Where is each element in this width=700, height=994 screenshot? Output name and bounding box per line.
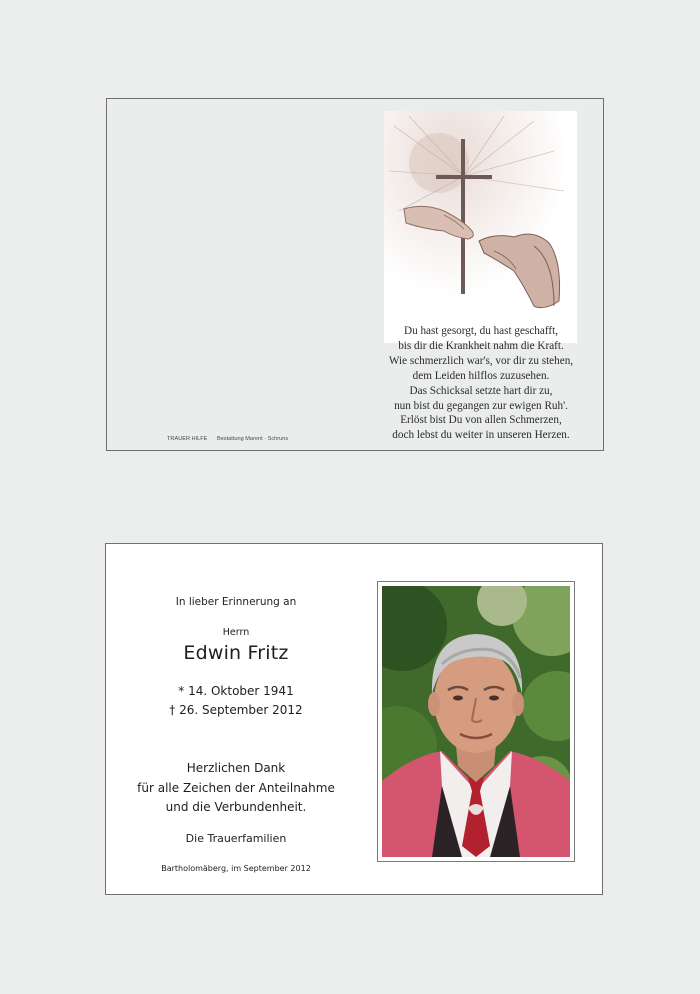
intro-text: In lieber Erinnerung an — [175, 596, 297, 608]
death-date: † 26. September 2012 — [169, 703, 303, 717]
birth-date: * 14. Oktober 1941 — [178, 684, 294, 698]
salutation: Herrn — [222, 627, 250, 638]
place-date: Bartholomäberg, im September 2012 — [161, 864, 311, 873]
imprint-brand: TRAUER HILFE — [167, 436, 208, 442]
cross-hands-illustration-icon — [384, 111, 577, 343]
thanks-line: für alle Zeichen der Anteilnahme — [137, 780, 335, 795]
imprint-undertaker: Bestattung Marent · Schruns — [216, 436, 289, 442]
poem-line: dem Leiden hilflos zuzusehen. — [412, 369, 550, 382]
poem-line: Das Schicksal setzte hart dir zu, — [409, 384, 553, 397]
poem-line: Erlöst bist Du von allen Schmerzen, — [400, 414, 562, 427]
portrait-frame — [377, 581, 575, 862]
memorial-poem — [372, 324, 590, 443]
memorial-card-back — [106, 98, 604, 451]
thanks-line: Herzlichen Dank — [186, 761, 286, 775]
families-signature: Die Trauerfamilien — [185, 832, 287, 845]
thanks-line: und die Verbundenheit. — [165, 800, 307, 814]
thanks-text — [126, 759, 346, 818]
poem-line: Du hast gesorgt, du hast geschafft, — [403, 325, 558, 337]
printer-imprint — [167, 436, 288, 442]
poem-line: nun bist du gegangen zur ewigen Ruh'. — [394, 399, 568, 412]
poem-line: doch lebst du weiter in unseren Herzen. — [392, 429, 570, 442]
portrait-photo-icon — [382, 586, 570, 857]
memorial-card-front — [105, 543, 603, 895]
deceased-name: Edwin Fritz — [183, 642, 289, 664]
poem-line: Wie schmerzlich war's, vor dir zu stehen, — [388, 354, 574, 367]
poem-line: bis dir die Krankheit nahm die Kraft. — [398, 339, 564, 352]
